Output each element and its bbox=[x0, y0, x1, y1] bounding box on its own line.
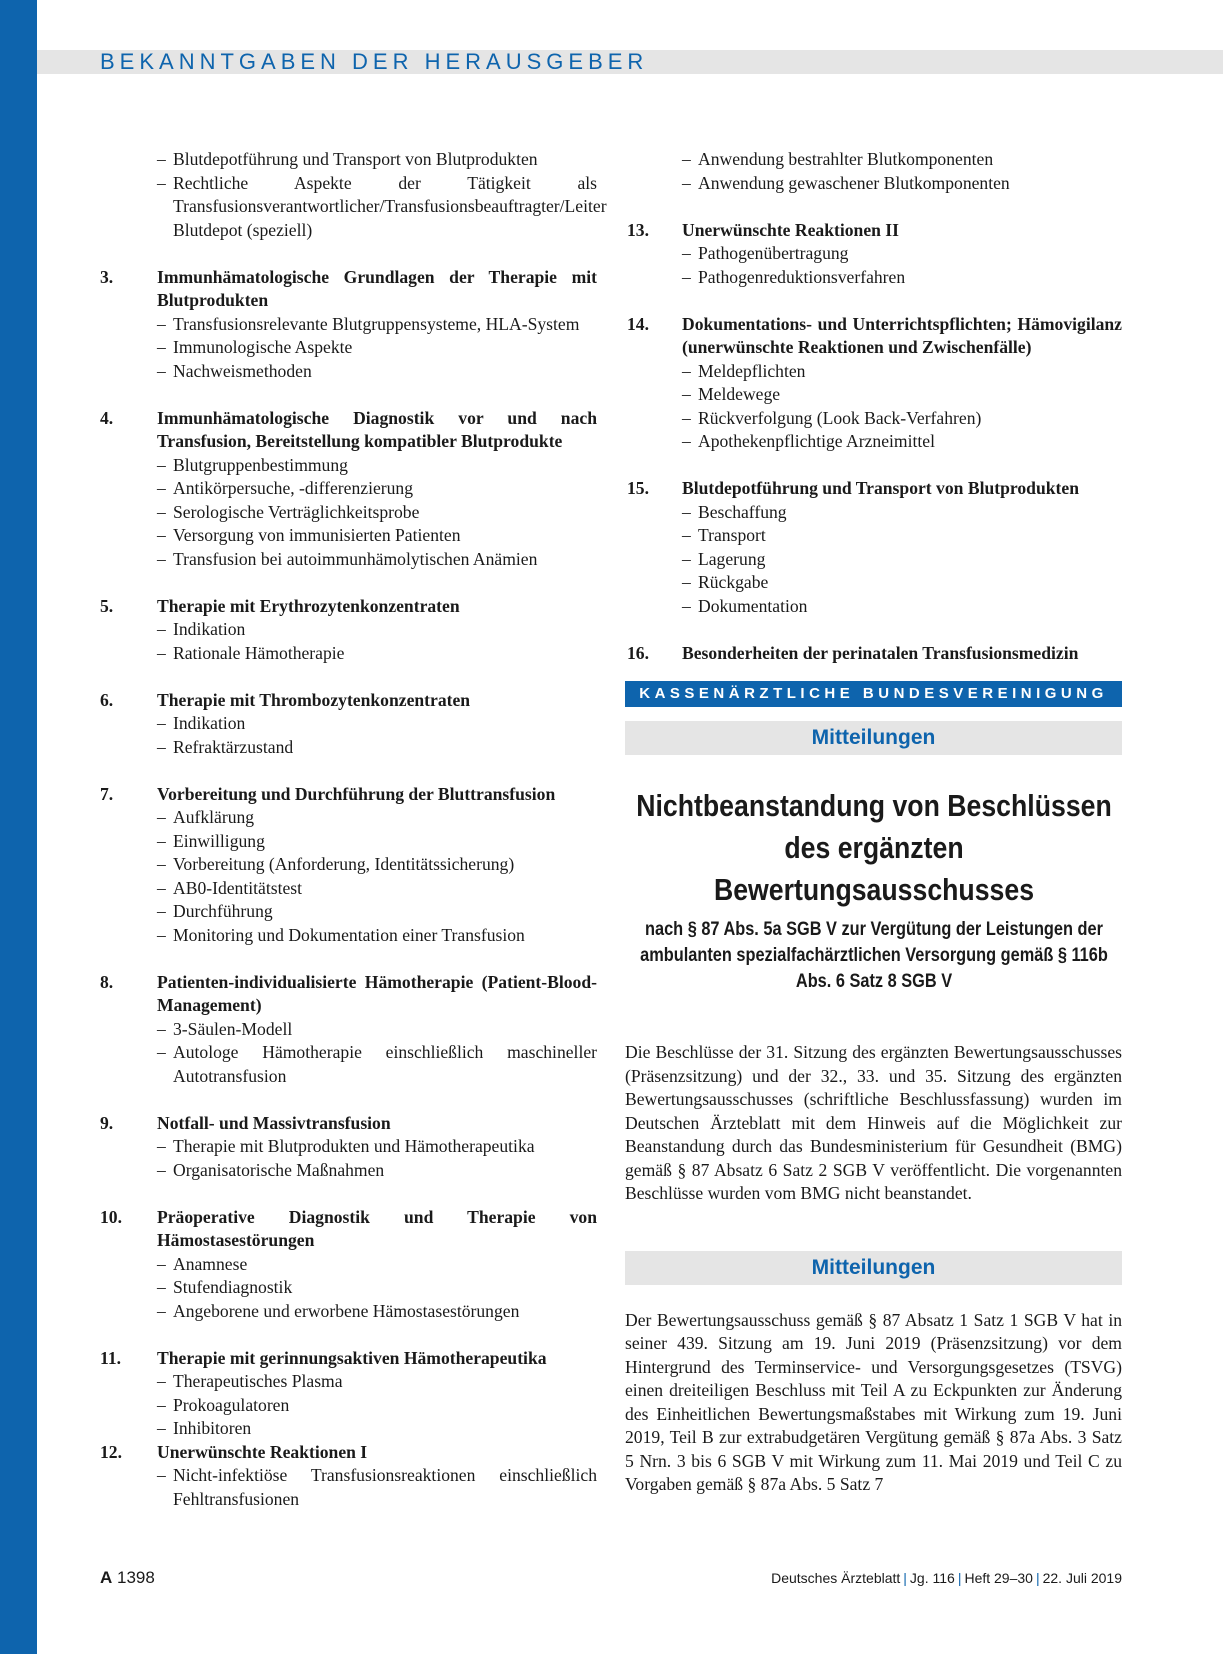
numbered-section bbox=[625, 219, 1122, 290]
sidebar-stripe bbox=[0, 0, 37, 1654]
numbered-section bbox=[625, 477, 1122, 618]
section-title: Therapie mit Erythrozytenkonzentraten bbox=[157, 595, 460, 616]
section-title: Unerwünschte Reaktionen I bbox=[157, 1441, 368, 1462]
list-item: – Beschaffung bbox=[682, 501, 1122, 525]
list-item: – Serologische Verträglichkeitsprobe bbox=[157, 501, 597, 525]
numbered-section bbox=[100, 595, 597, 666]
section-title: Unerwünschte Reaktionen II bbox=[682, 219, 900, 240]
left-pre-list bbox=[100, 148, 607, 242]
journal-volume: Jg. 116 bbox=[909, 1570, 955, 1586]
list-item: – Rationale Hämotherapie bbox=[157, 642, 597, 666]
list-item: – Inhibitoren bbox=[157, 1417, 597, 1441]
subheading-mitteilungen: Mitteilungen bbox=[625, 1251, 1122, 1285]
list-item: – Vorbereitung (Anforderung, Identitätssicherung) bbox=[157, 853, 597, 877]
numbered-section bbox=[100, 971, 597, 1089]
section-title: Präoperative Diagnostik und Therapie von Hämostasestörungen bbox=[157, 1206, 597, 1250]
article-paragraph: Der Bewertungsausschuss gemäß § 87 Absatz 1 Satz 1 SGB V hat in seiner 439. Sitzung am 19. Juni 2019 (Präsenzsitzung) vor dem Hintergrund des Terminservice- und Versorgungsgesetzes (TSVG) einen dreiteiligen Beschluss mit Teil A zu Eckpunkten zur Änderung des Einheitlichen Bewertungsmaßstabes mit Wirkung zum 19. Juni 2019, Teil B zur extrabudgetären Vergütung gemäß § 87a Abs. 3 Satz 5 Nrn. 3 bis 6 SGB V mit Wirkung zum 11. Mai 2019 und Teil C zu Vorgaben gemäß § 87a Abs. 5 Satz 7 bbox=[625, 1309, 1122, 1494]
list-item: – Monitoring und Dokumentation einer Transfusion bbox=[157, 924, 597, 948]
section-title: Therapie mit gerinnungsaktiven Hämotherapeutika bbox=[157, 1347, 547, 1368]
list-item: – Apothekenpflichtige Arzneimittel bbox=[682, 430, 1122, 454]
numbered-section bbox=[100, 407, 597, 572]
list-item: – Prokoagulatoren bbox=[157, 1394, 597, 1418]
right-column bbox=[625, 148, 1122, 1497]
list-item: – Einwilligung bbox=[157, 830, 597, 854]
section-title: Immunhämatologische Diagnostik vor und nach Transfusion, Bereitstellung kompatibler Blutprodukte bbox=[157, 407, 597, 451]
list-item: – Anwendung gewaschener Blutkomponenten bbox=[682, 172, 1122, 196]
journal-issue: Heft 29–30 bbox=[964, 1570, 1033, 1586]
list-item: – Therapeutisches Plasma bbox=[157, 1370, 597, 1394]
list-item: – Durchführung bbox=[157, 900, 597, 924]
kbv-banner: KASSENÄRZTLICHE BUNDESVEREINIGUNG bbox=[625, 681, 1122, 707]
list-item: – Refraktärzustand bbox=[157, 736, 597, 760]
section-number: 9. bbox=[100, 1112, 114, 1133]
numbered-section bbox=[100, 266, 597, 384]
list-item: – Aufklärung bbox=[157, 806, 597, 830]
list-item: – Antikörpersuche, -differenzierung bbox=[157, 477, 597, 501]
list-item: – Indikation bbox=[157, 712, 597, 736]
list-item: – Rechtliche Aspekte der Tätigkeit als Transfusionsverantwortlicher/Transfusionsbeauftragter/Leiter Blutdepot (speziell) bbox=[157, 172, 597, 243]
section-number: 7. bbox=[100, 783, 114, 804]
article-title: Nichtbeanstandung von Beschlüssen des ergänzten Bewertungsausschusses bbox=[636, 788, 1112, 907]
section-number: 10. bbox=[100, 1206, 122, 1227]
list-item: – Immunologische Aspekte bbox=[157, 336, 597, 360]
list-item: – Pathogenreduktionsverfahren bbox=[682, 266, 1122, 290]
list-item: – Transport bbox=[682, 524, 1122, 548]
numbered-section bbox=[625, 642, 1122, 666]
section-number: 16. bbox=[627, 642, 649, 663]
list-item: – Nachweismethoden bbox=[157, 360, 597, 384]
journal-name: Deutsches Ärzteblatt bbox=[771, 1570, 901, 1586]
subheading-mitteilungen: Mitteilungen bbox=[625, 721, 1122, 755]
section-number: 3. bbox=[100, 266, 114, 287]
list-item: – Organisatorische Maßnahmen bbox=[157, 1159, 597, 1183]
right-pre-list bbox=[625, 148, 1122, 195]
section-title: Immunhämatologische Grundlagen der Therapie mit Blutprodukten bbox=[157, 266, 597, 310]
section-number: 6. bbox=[100, 689, 114, 710]
section-title: Notfall- und Massivtransfusion bbox=[157, 1112, 391, 1133]
list-item: – Rückverfolgung (Look Back-Verfahren) bbox=[682, 407, 1122, 431]
article-paragraph: Die Beschlüsse der 31. Sitzung des ergänzten Bewertungsausschusses (Präsenzsitzung) und der 32., 33. und 35. Sitzung des ergänzten Bewertungsausschusses (schriftliche Beschlussfassung) wurden im Deutschen Ärzteblatt mit dem Hinweis auf die Möglichkeit zur Beanstandung durch das Bundesministerium für Gesundheit (BMG) gemäß § 87 Absatz 6 Satz 2 SGB V veröffentlicht. Die vorgenannten Beschlüsse wurden vom BMG nicht beanstandet. bbox=[625, 1042, 1122, 1203]
list-item: – Meldewege bbox=[682, 383, 1122, 407]
article-subtitle: nach § 87 Abs. 5a SGB V zur Vergütung der Leistungen der ambulanten spezialfachärztlichen Versorgung gemäß § 116b Abs. 6 Satz 8 SGB V bbox=[640, 919, 1108, 992]
list-item: – Pathogenübertragung bbox=[682, 242, 1122, 266]
numbered-section bbox=[100, 783, 597, 948]
list-item: – 3-Säulen-Modell bbox=[157, 1018, 597, 1042]
numbered-section bbox=[100, 1347, 597, 1441]
list-item: – Autologe Hämotherapie einschließlich maschineller Autotransfusion bbox=[157, 1041, 597, 1088]
list-item: – Lagerung bbox=[682, 548, 1122, 572]
list-item: – Stufendiagnostik bbox=[157, 1276, 597, 1300]
list-item: – Angeborene und erworbene Hämostasestörungen bbox=[157, 1300, 597, 1324]
page-prefix: A bbox=[100, 1568, 113, 1587]
list-item: – Dokumentation bbox=[682, 595, 1122, 619]
section-number: 5. bbox=[100, 595, 114, 616]
list-item: – Meldepflichten bbox=[682, 360, 1122, 384]
journal-date: 22. Juli 2019 bbox=[1042, 1570, 1122, 1586]
section-number: 13. bbox=[627, 219, 649, 240]
list-item: – Nicht-infektiöse Transfusionsreaktionen einschließlich Fehltransfusionen bbox=[157, 1464, 597, 1511]
list-item: – Blutgruppenbestimmung bbox=[157, 454, 597, 478]
section-title: Therapie mit Thrombozytenkonzentraten bbox=[157, 689, 471, 710]
list-item: – AB0-Identitätstest bbox=[157, 877, 597, 901]
list-item: – Indikation bbox=[157, 618, 597, 642]
section-number: 4. bbox=[100, 407, 114, 428]
section-number: 15. bbox=[627, 478, 649, 498]
journal-info: Deutsches Ärzteblatt | Jg. 116 | Heft 29–30 | 22. Juli 2019 bbox=[771, 1570, 1122, 1586]
numbered-section bbox=[100, 1112, 597, 1183]
numbered-section bbox=[100, 689, 597, 760]
numbered-section bbox=[625, 313, 1122, 454]
section-title: Dokumentations- und Unterrichtspflichten; Hämovigilanz (unerwünschte Reaktionen und Zwischenfälle) bbox=[682, 313, 1122, 357]
page-number-value: 1398 bbox=[117, 1568, 155, 1587]
page-number bbox=[100, 1568, 155, 1588]
section-number: 11. bbox=[100, 1347, 122, 1368]
section-header: BEKANNTGABEN DER HERAUSGEBER bbox=[100, 49, 649, 74]
list-item: – Transfusion bei autoimmunhämolytischen Anämien bbox=[157, 548, 597, 572]
section-title: Besonderheiten der perinatalen Transfusionsmedizin bbox=[682, 642, 1079, 663]
list-item: – Transfusionsrelevante Blutgruppensysteme, HLA-System bbox=[157, 313, 597, 337]
section-number: 14. bbox=[627, 313, 649, 334]
list-item: – Anamnese bbox=[157, 1253, 597, 1277]
numbered-section bbox=[100, 1206, 597, 1324]
section-title: Blutdepotführung und Transport von Blutprodukten bbox=[682, 478, 1079, 498]
section-title: Vorbereitung und Durchführung der Bluttransfusion bbox=[157, 783, 556, 804]
numbered-section bbox=[100, 1441, 597, 1512]
list-item: – Blutdepotführung und Transport von Blutprodukten bbox=[157, 148, 597, 172]
list-item: – Versorgung von immunisierten Patienten bbox=[157, 524, 597, 548]
list-item: – Therapie mit Blutprodukten und Hämotherapeutika bbox=[157, 1135, 597, 1159]
section-title: Patienten-individualisierte Hämotherapie (Patient-Blood-Management) bbox=[157, 971, 597, 1015]
left-column bbox=[100, 148, 607, 1511]
list-item: – Rückgabe bbox=[682, 571, 1122, 595]
section-number: 8. bbox=[100, 971, 114, 992]
section-number: 12. bbox=[100, 1441, 122, 1462]
list-item: – Anwendung bestrahlter Blutkomponenten bbox=[682, 148, 1122, 172]
